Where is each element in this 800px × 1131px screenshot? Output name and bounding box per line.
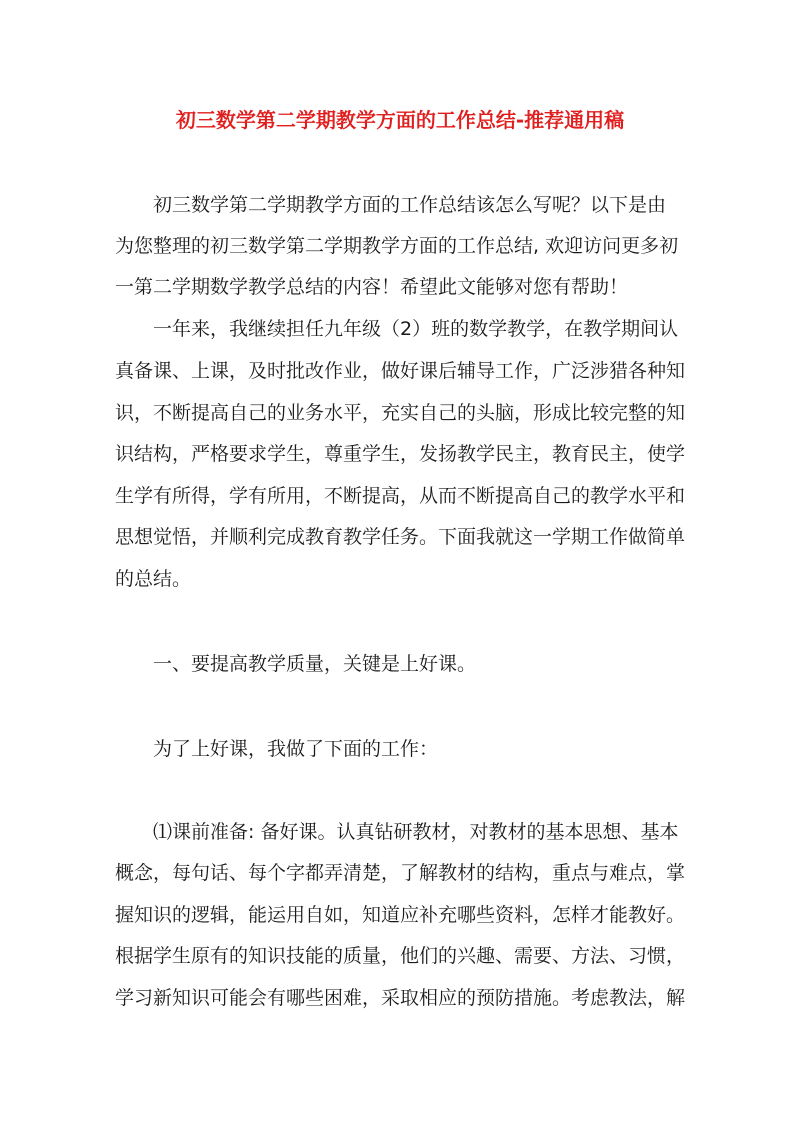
para1-line-1: 一年来，我继续担任九年级（2）班的数学教学，在教学期间认 (153, 318, 679, 340)
para1-line-4: 识结构，严格要求学生，尊重学生，发扬教学民主，教育民主，使学 (115, 443, 686, 465)
para2-line-3: 握知识的逻辑，能运用自如，知道应补充哪些资料，怎样才能教好。 (115, 904, 686, 926)
para2-line-4: 根据学生原有的知识技能的质量，他们的兴趣、需要、方法、习惯， (115, 945, 686, 967)
document-title: 初三数学第二学期教学方面的工作总结-推荐通用稿 (175, 108, 625, 132)
intro-line-1: 初三数学第二学期教学方面的工作总结该怎么写呢？以下是由 (153, 194, 667, 216)
para1-line-3: 识，不断提高自己的业务水平，充实自己的头脑，形成比较完整的知 (115, 402, 686, 424)
para1-line-6: 思想觉悟，并顺利完成教育教学任务。下面我就这一学期工作做简单 (115, 526, 686, 548)
para1-line-7: 的总结。 (115, 568, 192, 590)
section-heading-1: 一、要提高教学质量，关键是上好课。 (153, 653, 477, 675)
para2-line-2: 概念，每句话、每个字都弄清楚，了解教材的结构，重点与难点，掌 (115, 862, 686, 884)
para1-line-5: 生学有所得，学有所用，不断提高，从而不断提高自己的教学水平和 (115, 485, 686, 507)
intro-line-2: 为您整理的初三数学第二学期教学方面的工作总结, 欢迎访问更多初 (115, 235, 679, 257)
para1-line-2: 真备课、上课，及时批改作业，做好课后辅导工作，广泛涉猎各种知 (115, 360, 686, 382)
para2-line-1: ⑴课前准备: 备好课。认真钻研教材，对教材的基本思想、基本 (153, 821, 679, 843)
para2-line-5: 学习新知识可能会有哪些困难，采取相应的预防措施。考虑教法，解 (115, 987, 686, 1009)
intro-line-3: 一第二学期数学教学总结的内容！希望此文能够对您有帮助！ (115, 276, 629, 298)
section-subheading: 为了上好课，我做了下面的工作： (153, 738, 439, 760)
